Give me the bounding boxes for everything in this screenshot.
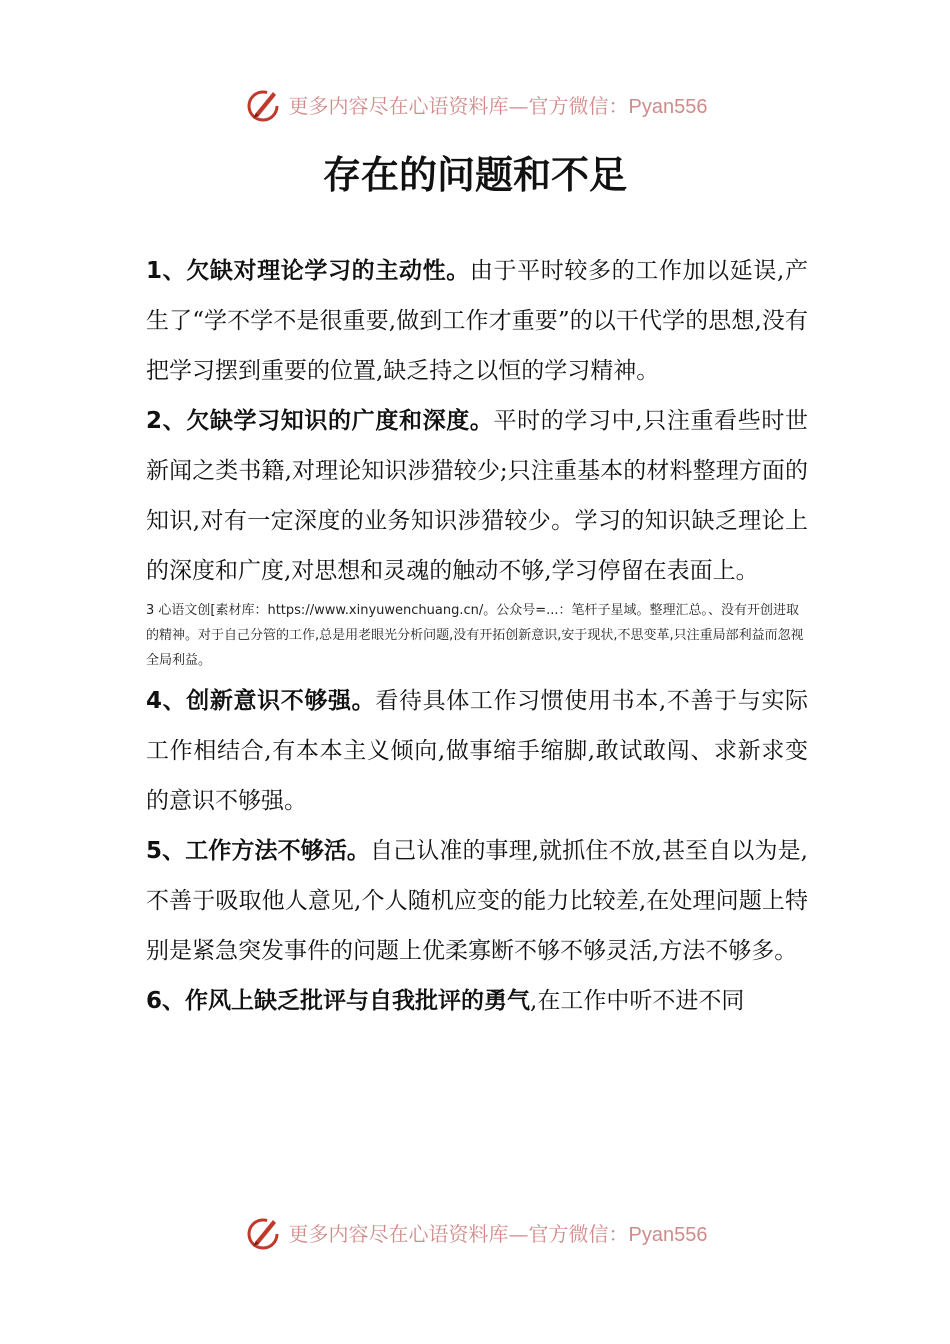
paragraph-text: 平时的学习中,只注重看些时世新闻之类书籍,对理论知识涉猎较少;只注重基本的材料整理方面的知识,对有一定深度的业务知识涉猎较少。学习的知识缺乏理论上的深度和广度,对思想和灵魂的触动不够,学习停留在表面上。: [146, 408, 809, 584]
paragraph-text: ,在工作中听不进不同: [530, 988, 745, 1014]
paragraph-text: 看待具体工作习惯使用书本,不善于与实际工作相结合,有本本主义倾向,做事缩手缩脚,敢试敢闯、求新求变的意识不够强。: [146, 688, 808, 814]
paragraph-heading: 2、欠缺学习知识的广度和深度。: [146, 408, 494, 434]
document-body: [146, 246, 808, 1026]
paragraph-heading: 6、作风上缺乏批评与自我批评的勇气: [146, 988, 531, 1014]
pen-logo-icon: [243, 1212, 283, 1252]
watermark-text: 更多内容尽在心语资料库—官方微信：Pyan556: [288, 93, 708, 118]
paragraph-1: [146, 246, 808, 396]
watermark-text: 更多内容尽在心语资料库—官方微信：Pyan556: [288, 1221, 708, 1246]
paragraph-4: [146, 676, 808, 826]
paragraph-2: [146, 396, 808, 596]
footer-watermark: [0, 1210, 950, 1254]
page-title: 存在的问题和不足: [322, 153, 627, 197]
paragraph-6: [146, 976, 808, 1026]
paragraph-text: 自己认准的事理,就抓住不放,甚至自以为是,不善于吸取他人意见,个人随机应变的能力比较差,在处理问题上特别是紧急突发事件的问题上优柔寡断不够不够灵活,方法不够多。: [146, 838, 808, 964]
paragraph-3-small: 3 心语文创[素材库：https://www.xinyuwenchuang.cn/。公众号=...：笔杆子星域。整理汇总。、没有开创进取的精神。对于自己分管的工作,总是用老眼光分析问题,没有开拓创新意识,安于现状,不思变革,只注重局部利益而忽视全局利益。: [146, 603, 804, 668]
pen-logo-icon: [243, 84, 283, 124]
paragraph-heading: 4、创新意识不够强。: [146, 688, 376, 714]
paragraph-5: [146, 826, 808, 976]
header-watermark: [0, 82, 950, 126]
paragraph-heading: 1、欠缺对理论学习的主动性。: [146, 258, 470, 284]
paragraph-text: 由于平时较多的工作加以延误,产生了“学不学不是很重要,做到工作才重要”的以干代学的思想,没有把学习摆到重要的位置,缺乏持之以恒的学习精神。: [146, 258, 808, 384]
paragraph-heading: 5、工作方法不够活。: [146, 838, 371, 864]
